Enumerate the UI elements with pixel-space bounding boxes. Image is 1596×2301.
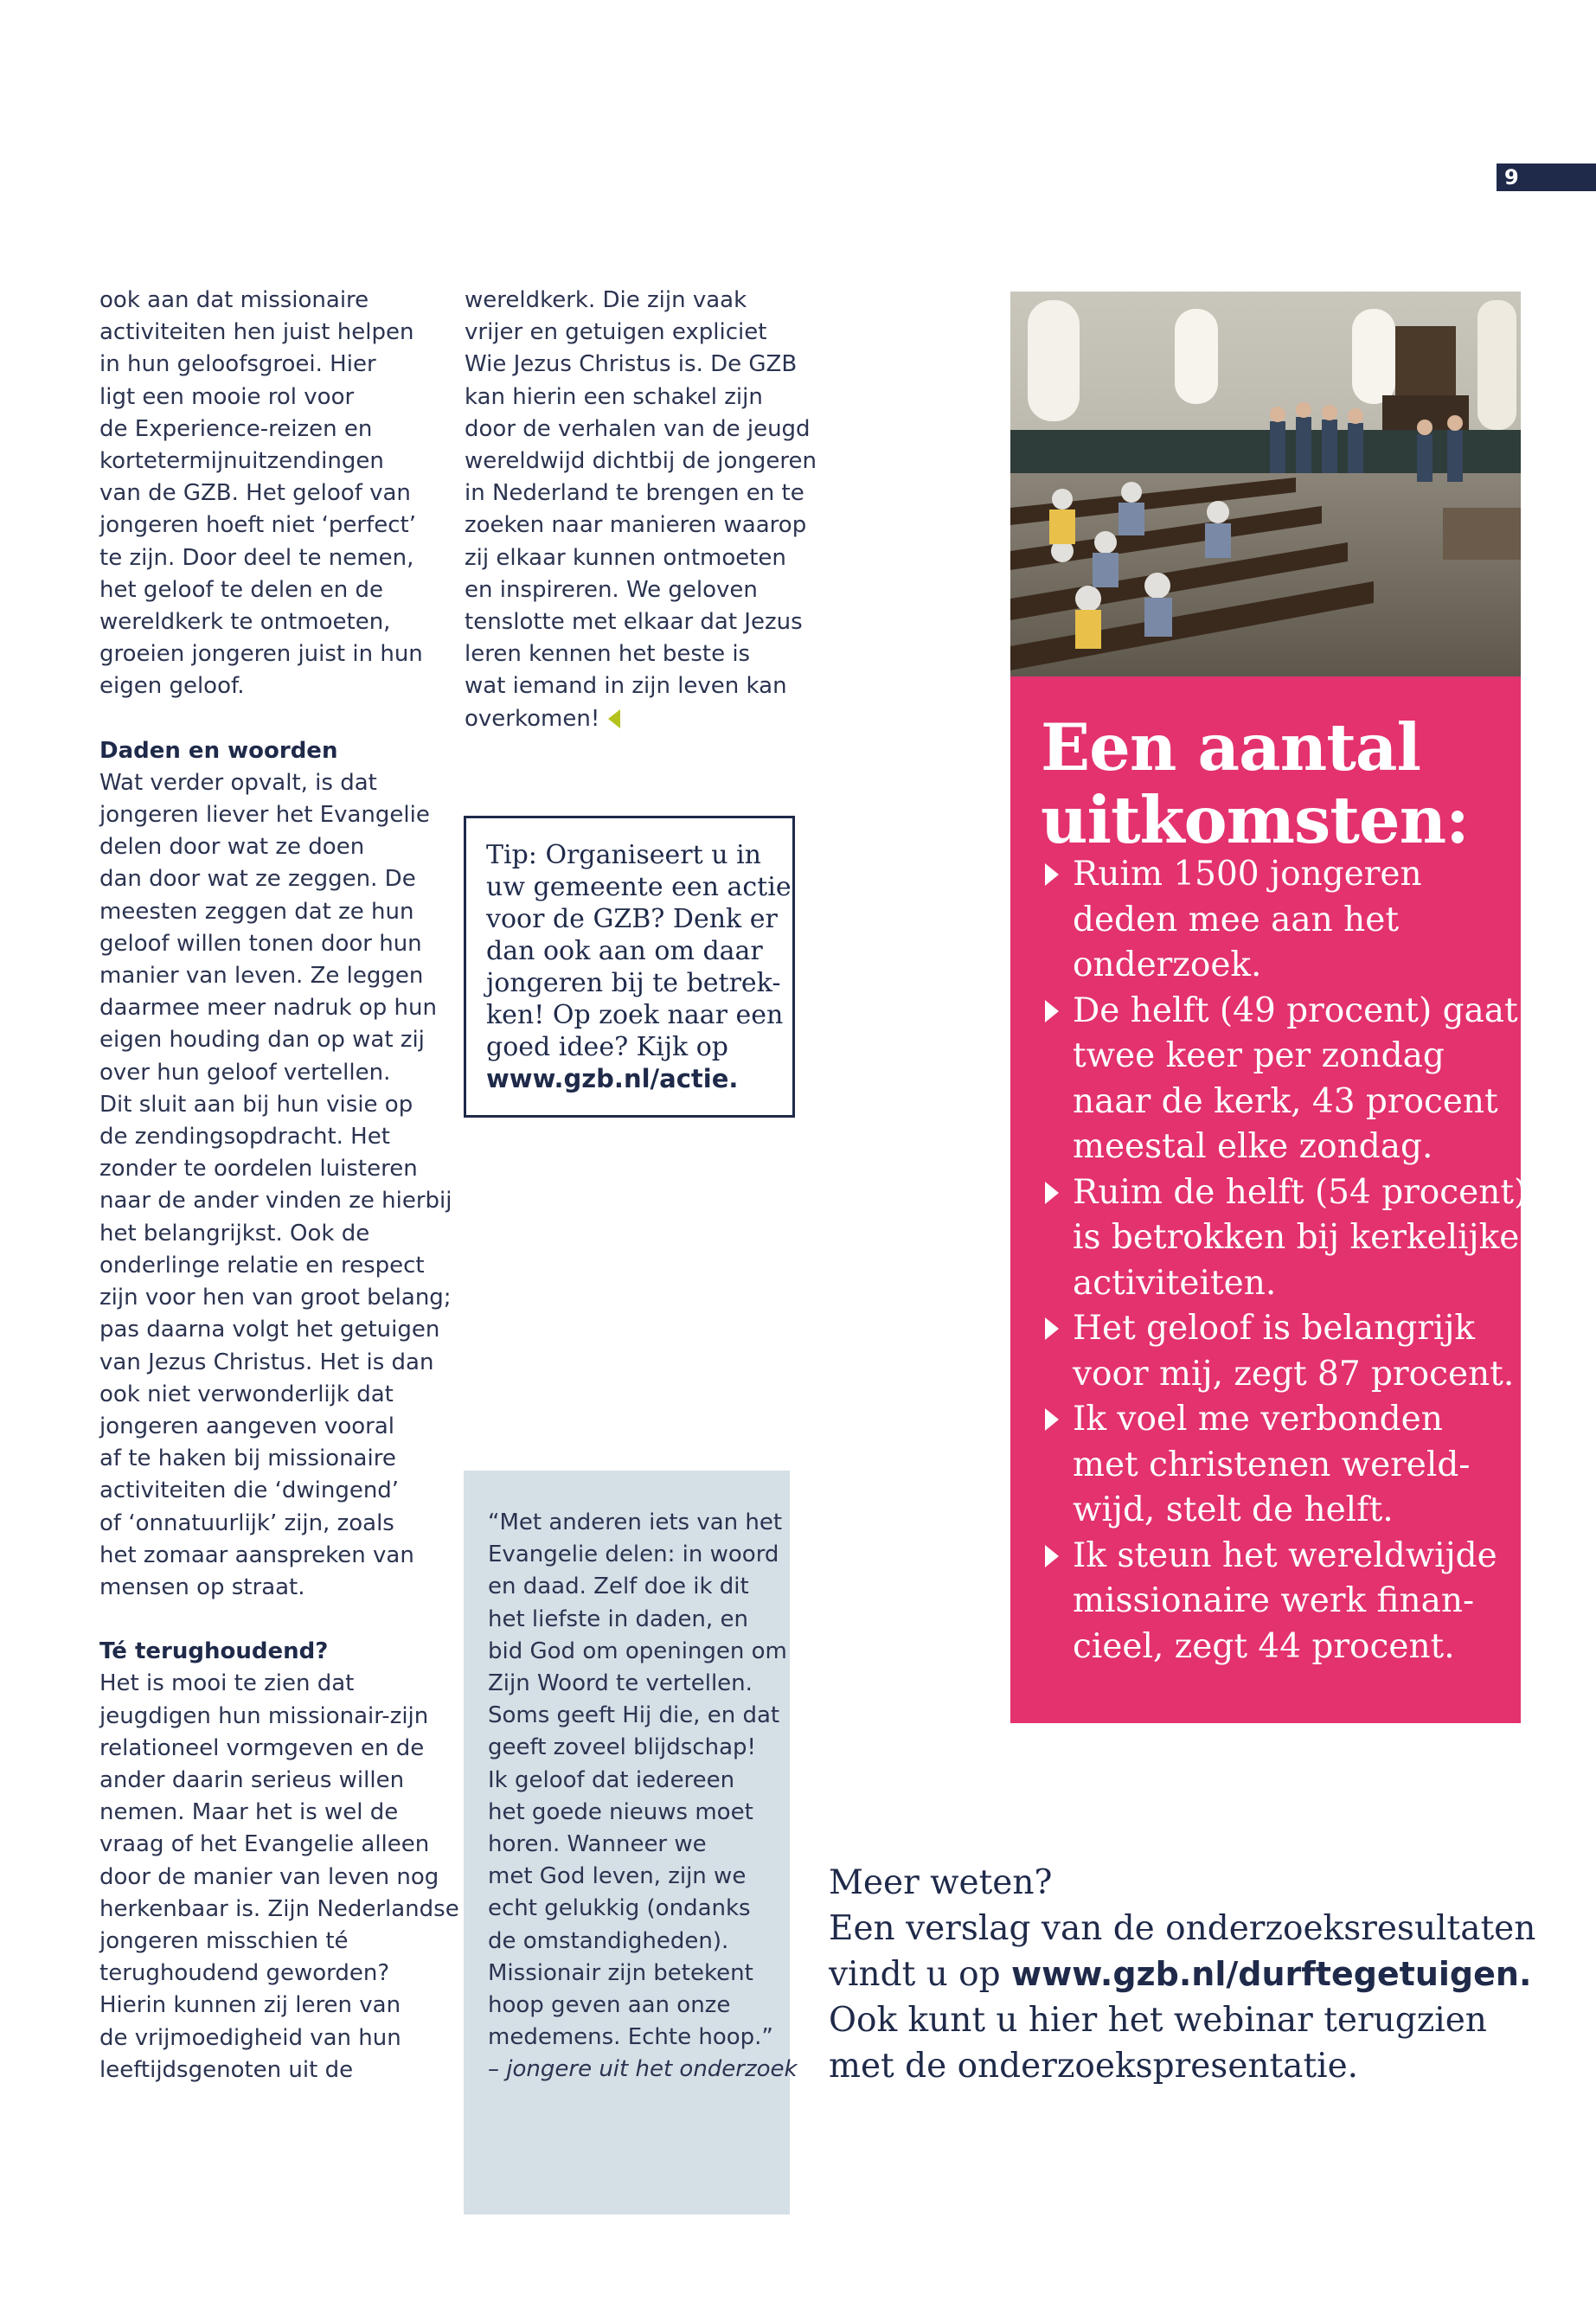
text-line: Zijn Woord te vertellen. <box>488 1670 753 1697</box>
text-line: eigen geloof. <box>99 673 245 700</box>
outcomes-list <box>1038 852 1528 1670</box>
text-line: en daad. Zelf doe ik dit <box>488 1574 749 1600</box>
text-line: ook aan dat missionaire <box>99 287 369 313</box>
text-line: in Nederland te brengen en te <box>465 480 804 507</box>
text-line: overkomen! <box>465 703 798 735</box>
end-of-article-icon <box>608 709 620 728</box>
outcome-line: activiteiten. <box>1073 1263 1277 1303</box>
outcome-item <box>1038 852 1514 989</box>
outcome-line: Het geloof is belangrijk <box>1073 1309 1476 1348</box>
text-line: naar de ander vinden ze hierbij <box>99 1188 452 1215</box>
text-line: af te haken bij missionaire <box>99 1445 396 1472</box>
text-line: geeft zoveel blijdschap! <box>488 1734 756 1761</box>
church-photo <box>1010 292 1521 676</box>
quote-attribution: – jongere uit het onderzoek <box>488 2056 798 2083</box>
text-line: jongeren misschien té <box>99 1927 349 1954</box>
text-line: het belangrijkst. Ook de <box>99 1220 370 1247</box>
text-line: Ik geloof dat iedereen <box>488 1766 735 1793</box>
triangle-bullet-icon <box>1045 1545 1059 1567</box>
text-line: vrijer en getuigen expliciet <box>465 319 767 346</box>
text-line: relationeel vormgeven en de <box>99 1734 425 1761</box>
text-line: of ‘onnatuurlijk’ zijn, zoals <box>99 1509 394 1536</box>
more-info-line-4: Ook kunt u hier het webinar terugzien <box>829 2001 1487 2040</box>
text-line: het goede nieuws moet <box>488 1798 753 1825</box>
text-line: tenslotte met elkaar dat Jezus <box>465 609 803 636</box>
text-line: pas daarna volgt het getuigen <box>99 1317 440 1343</box>
more-info-line-2: Een verslag van de onderzoeksresultaten <box>829 1909 1536 1948</box>
more-info-link[interactable]: www.gzb.nl/durftegetuigen. <box>1011 1955 1532 1993</box>
text-line: eigen houding dan op wat zij <box>99 1027 425 1054</box>
text-line: de Experience-reizen en <box>99 415 373 442</box>
text-line: onderlinge relatie en respect <box>99 1252 425 1279</box>
tip-lines <box>486 839 792 1063</box>
text-line: te zijn. Door deel te nemen, <box>99 544 414 571</box>
text-line: jongeren bij te betrek- <box>486 968 781 998</box>
text-line: mensen op straat. <box>99 1574 305 1600</box>
text-line: Evangelie delen: in woord <box>488 1541 779 1568</box>
text-line: door de verhalen van de jeugd <box>465 415 811 442</box>
triangle-bullet-icon <box>1045 1408 1059 1431</box>
text-line: in hun geloofsgroei. Hier <box>99 351 376 378</box>
text-line: de zendingsopdracht. Het <box>99 1124 390 1150</box>
text-line: bid God om openingen om <box>488 1638 787 1664</box>
text-line: met God leven, zijn we <box>488 1863 747 1890</box>
text-line: ook niet verwonderlijk dat <box>99 1381 394 1407</box>
text-line: Wat verder opvalt, is dat <box>99 769 377 796</box>
outcomes-title <box>1041 711 1508 856</box>
text-line: het liefste in daden, en <box>488 1606 748 1632</box>
outcome-line: De helft (49 procent) gaat <box>1073 990 1518 1030</box>
text-line: Soms geeft Hij die, en dat <box>488 1702 780 1729</box>
text-line: wat iemand in zijn leven kan <box>465 673 787 700</box>
quote-lines <box>488 1507 787 2054</box>
text-line: manier van leven. Ze leggen <box>99 963 424 990</box>
column1-paragraph-2 <box>99 767 452 1604</box>
text-line: wereldkerk. Die zijn vaak <box>465 287 747 313</box>
outcome-item <box>1038 989 1518 1170</box>
text-line: ander daarin serieus willen <box>99 1766 405 1793</box>
outcome-line: is betrokken bij kerkelijke <box>1073 1218 1520 1257</box>
text-line: geloof willen tonen door hun <box>99 930 422 957</box>
more-info-line-3-prefix: vindt u op <box>829 1955 1012 1994</box>
text-line: leren kennen het beste is <box>465 641 751 668</box>
text-line: dan ook aan om daar <box>486 936 763 966</box>
triangle-bullet-icon <box>1045 1182 1059 1204</box>
outcome-line: Ruim de helft (54 procent) <box>1073 1172 1528 1212</box>
text-line: van de GZB. Het geloof van <box>99 480 411 507</box>
outcomes-title-line-1: Een aantal <box>1041 709 1420 785</box>
outcome-line: Ruim 1500 jongeren <box>1073 855 1422 894</box>
outcome-line: deden mee aan het <box>1073 900 1400 939</box>
text-line: voor de GZB? Denk er <box>486 904 778 934</box>
text-line: wereldwijd dichtbij de jongeren <box>465 448 817 475</box>
column2-lines <box>465 285 817 735</box>
text-line: de omstandigheden). <box>488 1927 729 1954</box>
text-line: nemen. Maar het is wel de <box>99 1799 399 1826</box>
outcome-line: cieel, zegt 44 procent. <box>1073 1626 1455 1666</box>
triangle-bullet-icon <box>1045 863 1059 886</box>
tip-link[interactable]: www.gzb.nl/actie. <box>486 1064 739 1093</box>
tip-text <box>486 839 792 1095</box>
quote-text <box>488 1507 798 2086</box>
text-line: het geloof te delen en de <box>99 576 384 603</box>
text-line: Missionair zijn betekent <box>488 1959 753 1986</box>
text-line: kortetermijnuitzendingen <box>99 448 384 475</box>
outcome-item <box>1038 1306 1514 1397</box>
text-line: meesten zeggen dat ze hun <box>99 898 414 925</box>
text-line: wereldkerk te ontmoeten, <box>99 609 391 636</box>
text-line: goed idee? Kijk op <box>486 1032 728 1062</box>
text-line: Wie Jezus Christus is. De GZB <box>465 351 798 378</box>
text-line: jongeren hoeft niet ‘perfect’ <box>99 512 417 539</box>
column-1 <box>99 285 459 2086</box>
text-line: Dit sluit aan bij hun visie op <box>99 1091 413 1118</box>
text-line: jongeren aangeven vooral <box>99 1413 394 1439</box>
text-line: dan door wat ze zeggen. De <box>99 866 416 893</box>
outcome-line: onderzoek. <box>1073 945 1262 984</box>
text-line: ligt een mooie rol voor <box>99 383 355 410</box>
text-line: medemens. Echte hoop.” <box>488 2024 773 2051</box>
text-line: over hun geloof vertellen. <box>99 1059 391 1086</box>
text-line: zoeken naar manieren waarop <box>465 512 807 539</box>
text-line: terughoudend geworden? <box>99 1960 390 1987</box>
text-line: het zomaar aanspreken van <box>99 1541 414 1568</box>
outcomes-title-line-2: uitkomsten: <box>1041 782 1469 858</box>
text-line: echt gelukkig (ondanks <box>488 1895 751 1922</box>
more-info-line-5: met de onderzoekspresentatie. <box>829 2047 1359 2086</box>
column1-paragraph-3 <box>99 1668 459 2086</box>
page-number: 9 <box>1504 165 1519 189</box>
text-line: de vrijmoedigheid van hun <box>99 2024 401 2051</box>
text-line: Hierin kunnen zij leren van <box>99 1992 401 2019</box>
text-line: horen. Wanneer we <box>488 1831 707 1858</box>
column2-paragraph-1 <box>465 285 817 735</box>
text-line: “Met anderen iets van het <box>488 1509 783 1535</box>
outcome-line: Ik voel me verbonden <box>1073 1400 1443 1439</box>
text-line: jongeren liever het Evangelie <box>99 802 430 829</box>
outcome-line: met christenen wereld- <box>1073 1445 1471 1484</box>
text-line: activiteiten die ‘dwingend’ <box>99 1477 400 1504</box>
more-info-line-3 <box>829 1952 1573 1997</box>
triangle-bullet-icon <box>1045 1317 1059 1340</box>
text-line: ken! Op zoek naar een <box>486 1000 784 1030</box>
outcome-line: naar de kerk, 43 procent <box>1073 1081 1498 1121</box>
outcome-line: twee keer per zondag <box>1073 1036 1445 1075</box>
text-line: jeugdigen hun missionair-zijn <box>99 1702 429 1729</box>
column-2 <box>465 285 817 735</box>
text-line: delen door wat ze doen <box>99 834 365 861</box>
text-line: Tip: Organiseert u in <box>486 840 762 870</box>
outcome-line: voor mij, zegt 87 procent. <box>1073 1354 1515 1394</box>
text-line: uw gemeente een actie <box>486 872 792 902</box>
heading-te-terughoudend: Té terughoudend? <box>99 1638 329 1665</box>
outcome-line: meestal elke zondag. <box>1073 1127 1433 1166</box>
triangle-bullet-icon <box>1045 1000 1059 1022</box>
text-line: vraag of het Evangelie alleen <box>99 1831 430 1858</box>
text-line: door de manier van leven nog <box>99 1863 439 1890</box>
outcome-item <box>1038 1170 1528 1307</box>
column1-paragraph-1 <box>99 285 433 703</box>
text-line: activiteiten hen juist helpen <box>99 319 414 346</box>
outcome-line: wijd, stelt de helft. <box>1073 1490 1394 1529</box>
text-line: groeien jongeren juist in hun <box>99 641 423 668</box>
text-line: zijn voor hen van groot belang; <box>99 1285 452 1311</box>
text-line: van Jezus Christus. Het is dan <box>99 1349 434 1375</box>
outcome-line: missionaire werk finan- <box>1073 1581 1475 1620</box>
outcome-line: Ik steun het wereldwijde <box>1073 1535 1497 1575</box>
more-info <box>829 1860 1573 2089</box>
text-line: hoop geven aan onze <box>488 1992 731 2019</box>
text-line: leeftijdsgenoten uit de <box>99 2056 354 2083</box>
text-line: zij elkaar kunnen ontmoeten <box>465 544 786 571</box>
text-line: zonder te oordelen luisteren <box>99 1156 418 1183</box>
more-info-heading: Meer weten? <box>829 1863 1053 1902</box>
heading-daden-en-woorden: Daden en woorden <box>99 737 338 764</box>
outcome-item <box>1038 1397 1514 1534</box>
text-line: daarmee meer nadruk op hun <box>99 995 437 1022</box>
outcome-item <box>1038 1534 1514 1670</box>
text-line: Het is mooi te zien dat <box>99 1670 355 1697</box>
text-line: en inspireren. We geloven <box>465 576 758 603</box>
text-line: kan hierin een schakel zijn <box>465 383 763 410</box>
text-line: herkenbaar is. Zijn Nederlandse <box>99 1895 459 1922</box>
